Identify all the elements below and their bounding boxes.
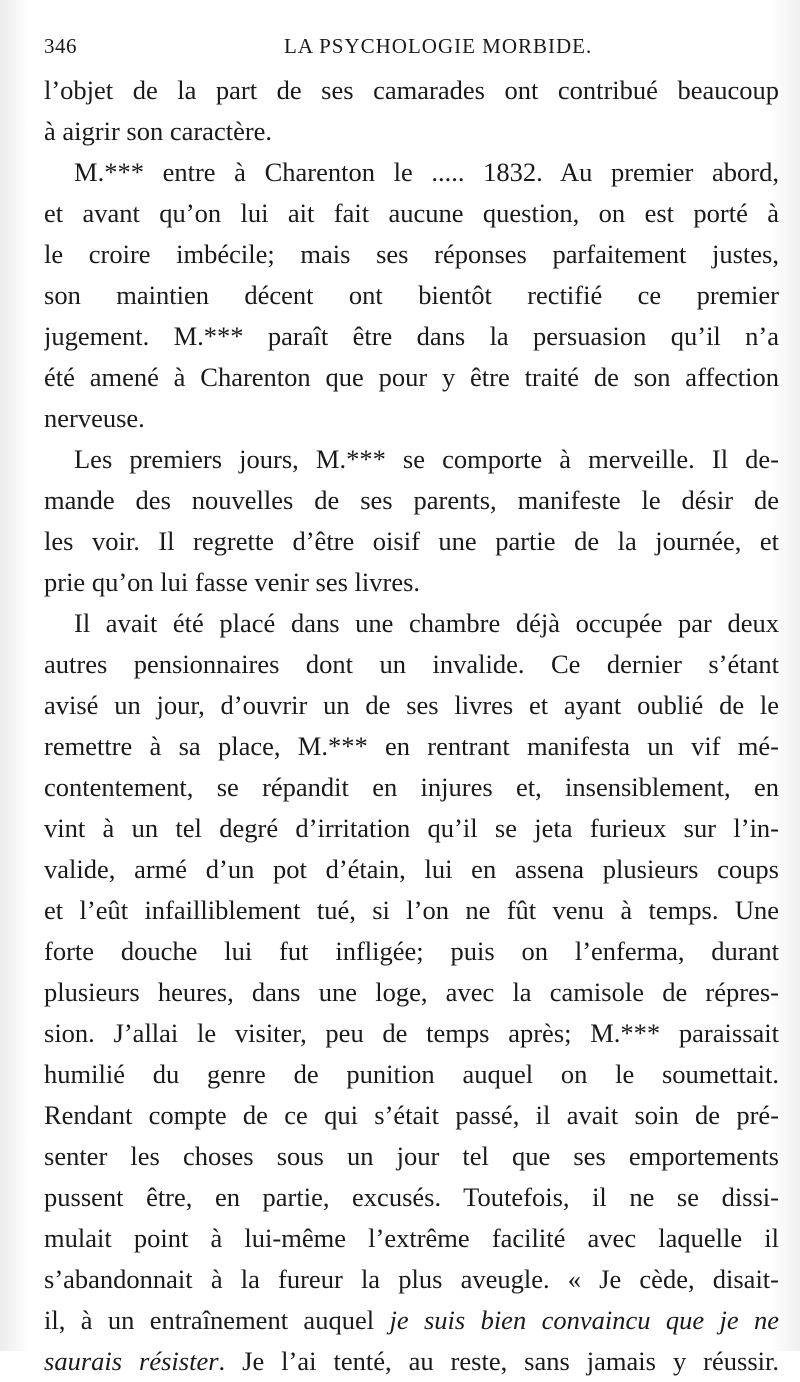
line-text: Il avait été placé dans une chambre déjà occupée par deux xyxy=(74,608,779,638)
line-text: autres pensionnaires dont un invalide. Ce dernier s’étant xyxy=(44,649,779,679)
line-text: été amené à Charenton que pour y être traité de son affection xyxy=(44,362,779,392)
page-header xyxy=(44,34,770,64)
line-text: valide, armé d’un pot d’étain, lui en assena plusieurs coups xyxy=(44,854,779,884)
text-line xyxy=(44,1300,779,1341)
text-line xyxy=(44,111,779,152)
text-line xyxy=(44,1095,779,1136)
text-line xyxy=(44,644,779,685)
text-line xyxy=(44,70,779,111)
line-text: vint à un tel degré d’irritation qu’il se jeta furieux sur l’in- xyxy=(44,813,779,843)
line-text: M.*** entre à Charenton le ..... 1832. Au premier abord, xyxy=(74,157,779,187)
line-text: mande des nouvelles de ses parents, manifeste le désir de xyxy=(44,485,779,515)
text-line xyxy=(44,1341,779,1382)
text-line xyxy=(44,357,779,398)
text-line xyxy=(44,1054,779,1095)
text-line xyxy=(44,685,779,726)
line-text: forte douche lui fut infligée; puis on l’enferma, durant xyxy=(44,936,779,966)
line-text: l’objet de la part de ses camarades ont contribué beaucoup xyxy=(44,75,779,105)
page-number: 346 xyxy=(44,34,77,58)
line-text: senter les choses sous un jour tel que ses emportements xyxy=(44,1141,779,1171)
line-text: le croire imbécile; mais ses réponses parfaitement justes, xyxy=(44,239,779,269)
text-line xyxy=(44,1218,779,1259)
text-line xyxy=(44,726,779,767)
text-line xyxy=(44,890,779,931)
line-text: son maintien décent ont bientôt rectifié ce premier xyxy=(44,280,779,310)
line-text: avisé un jour, d’ouvrir un de ses livres et ayant oublié de le xyxy=(44,690,779,720)
text-line xyxy=(44,152,779,193)
text-line xyxy=(44,562,779,603)
text-line xyxy=(44,234,779,275)
text-line xyxy=(44,931,779,972)
italic-text: saurais résister xyxy=(44,1346,219,1376)
text-line xyxy=(44,1136,779,1177)
line-text: pussent être, en partie, excusés. Toutefois, il ne se dissi- xyxy=(44,1182,779,1212)
line-text: s’abandonnait à la fureur la plus aveugle. « Je cède, disait- xyxy=(44,1264,779,1294)
text-line xyxy=(44,480,779,521)
line-text: contentement, se répandit en injures et, insensiblement, en xyxy=(44,772,779,802)
text-line xyxy=(44,275,779,316)
line-text: à aigrir son caractère. xyxy=(44,116,273,146)
line-text: les voir. Il regrette d’être oisif une partie de la journée, et xyxy=(44,526,779,556)
text-line xyxy=(44,398,779,439)
line-text: prie qu’on lui fasse venir ses livres. xyxy=(44,567,421,597)
body-text xyxy=(44,70,779,1382)
text-line xyxy=(44,1259,779,1300)
line-text: jugement. M.*** paraît être dans la persuasion qu’il n’a xyxy=(44,321,779,351)
text-line xyxy=(44,808,779,849)
text-line xyxy=(44,1177,779,1218)
text-line xyxy=(44,972,779,1013)
running-title: LA PSYCHOLOGIE MORBIDE. xyxy=(284,34,593,58)
line-text: il, à un entraînement auquel xyxy=(44,1305,390,1335)
line-text: sion. J’allai le visiter, peu de temps après; M.*** paraissait xyxy=(44,1018,779,1048)
text-line xyxy=(44,603,779,644)
line-text: et l’eût infailliblement tué, si l’on ne fût venu à temps. Une xyxy=(44,895,779,925)
text-line xyxy=(44,521,779,562)
line-text: Les premiers jours, M.*** se comporte à merveille. Il de- xyxy=(74,444,779,474)
line-text: . Je l’ai tenté, au reste, sans jamais y réussir. xyxy=(218,1346,779,1376)
line-text: et avant qu’on lui ait fait aucune question, on est porté à xyxy=(44,198,779,228)
text-line xyxy=(44,439,779,480)
text-line xyxy=(44,1013,779,1054)
line-text: humilié du genre de punition auquel on le soumettait. xyxy=(44,1059,779,1089)
line-text: plusieurs heures, dans une loge, avec la camisole de répres- xyxy=(44,977,779,1007)
line-text: remettre à sa place, M.*** en rentrant manifesta un vif mé- xyxy=(44,731,779,761)
line-text: nerveuse. xyxy=(44,403,145,433)
text-line xyxy=(44,316,779,357)
text-line xyxy=(44,193,779,234)
text-line xyxy=(44,849,779,890)
line-text: Rendant compte de ce qui s’était passé, il avait soin de pré- xyxy=(44,1100,779,1130)
line-text: mulait point à lui-même l’extrême facilité avec laquelle il xyxy=(44,1223,779,1253)
text-line xyxy=(44,767,779,808)
italic-text: je suis bien convaincu que je ne xyxy=(389,1305,779,1335)
